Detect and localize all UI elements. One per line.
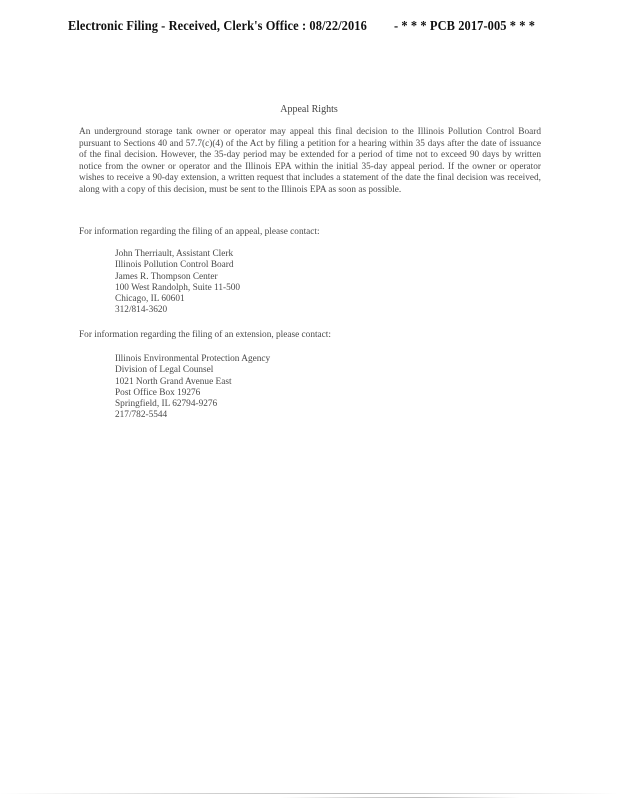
address-line: Post Office Box 19276 xyxy=(115,387,201,398)
scan-artifact-line xyxy=(0,793,618,794)
address-line: 217/782-5544 xyxy=(115,410,168,421)
extension-contact-intro: For information regarding the filing of an extension, please contact: xyxy=(79,330,331,340)
scan-artifact-line xyxy=(280,797,520,798)
appeal-rights-paragraph: An underground storage tank owner or operator may appeal this final decision to the Illinois Pollution Control Board pursuant to Sections 40 and 57.7(c)(4) of the Act by filing a petition for a hearing within 35 days after the date of issuance of the final decision. However, the 35-day period may be extended for a period of time not to exceed 90 days by written notice from the owner or operator and the Illinois EPA within the initial 35-day appeal period. If the owner or operator wishes to receive a 90-day extension, a written request that includes a statement of the date the final decision was received, along with a copy of this decision, must be sent to the Illinois EPA as soon as possible. xyxy=(79,127,541,195)
address-line: 100 West Randolph, Suite 11-500 xyxy=(115,282,241,293)
case-number-stamp: - * * * PCB 2017-005 * * * xyxy=(394,18,536,33)
filing-received-stamp: Electronic Filing - Received, Clerk's Office : 08/22/2016 xyxy=(68,18,367,33)
page-title: Appeal Rights xyxy=(280,104,338,115)
appeal-contact-intro: For information regarding the filing of an appeal, please contact: xyxy=(79,227,320,237)
address-line: Springfield, IL 62794-9276 xyxy=(115,399,218,410)
address-line: 312/814-3620 xyxy=(115,305,168,316)
address-line: James R. Thompson Center xyxy=(115,271,218,282)
address-line: Chicago, IL 60601 xyxy=(115,294,185,305)
address-line: Illinois Pollution Control Board xyxy=(115,260,234,271)
address-line: John Therriault, Assistant Clerk xyxy=(115,249,234,259)
illinois-epa-address xyxy=(115,354,270,422)
address-line: Division of Legal Counsel xyxy=(115,365,214,376)
address-line: 1021 North Grand Avenue East xyxy=(115,376,232,387)
address-line: Illinois Environmental Protection Agency xyxy=(115,354,271,364)
pollution-control-board-address xyxy=(115,249,240,317)
